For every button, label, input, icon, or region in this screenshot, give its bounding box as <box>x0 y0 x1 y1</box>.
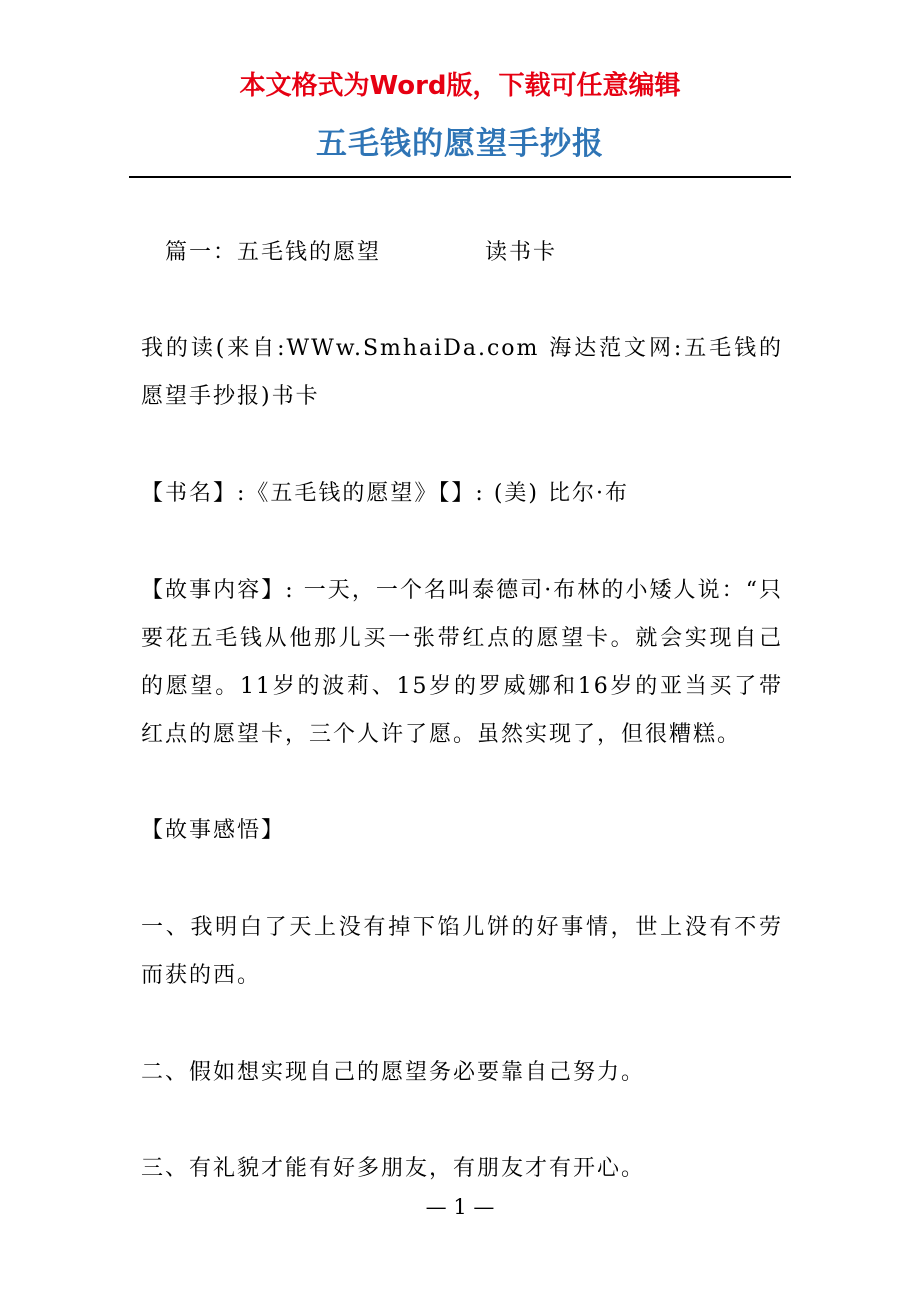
reflection-heading-text: 【故事感悟】 <box>141 818 286 843</box>
story-text: 【故事内容】: 一天，一个名叫泰德司·布林的小矮人说：“只要花五毛钱从他那儿买一张带红点的愿望卡。就会实现自己的愿望。11岁的波莉、15岁的罗威娜和16岁的亚当买了带红点的愿望卡，三个人许了愿。虽然实现了，但很糟糕。 <box>141 578 783 747</box>
page-number: — 1 — <box>425 1195 495 1219</box>
format-notice-banner: 本文格式为Word版，下载可任意编辑 <box>239 71 681 101</box>
section-heading <box>141 229 807 277</box>
source-text: 我的读(来自:WWw.SmhaiDa.com 海达范文网:五毛钱的愿望手抄报)书卡 <box>141 336 783 409</box>
reflection-item-one-text: 一、我明白了天上没有掉下馅儿饼的好事情，世上没有不劳而获的西。 <box>141 915 783 988</box>
reflection-heading <box>141 807 783 855</box>
section-heading-right: 读书卡 <box>485 240 558 265</box>
reflection-item-three <box>141 1145 783 1193</box>
book-info-paragraph <box>141 470 783 518</box>
title-divider <box>129 176 791 178</box>
reflection-item-two <box>141 1049 783 1097</box>
book-info-text: 【书名】:《五毛钱的愿望》【】: (美) 比尔·布 <box>141 481 629 506</box>
section-heading-left: 篇一：五毛钱的愿望 <box>165 240 382 265</box>
reflection-item-two-text: 二、假如想实现自己的愿望务必要靠自己努力。 <box>141 1060 646 1085</box>
source-paragraph <box>141 325 783 421</box>
story-paragraph <box>141 567 783 759</box>
reflection-item-one <box>141 904 783 1000</box>
reflection-item-three-text: 三、有礼貌才能有好多朋友，有朋友才有开心。 <box>141 1156 646 1181</box>
document-title: 五毛钱的愿望手抄报 <box>316 126 604 162</box>
